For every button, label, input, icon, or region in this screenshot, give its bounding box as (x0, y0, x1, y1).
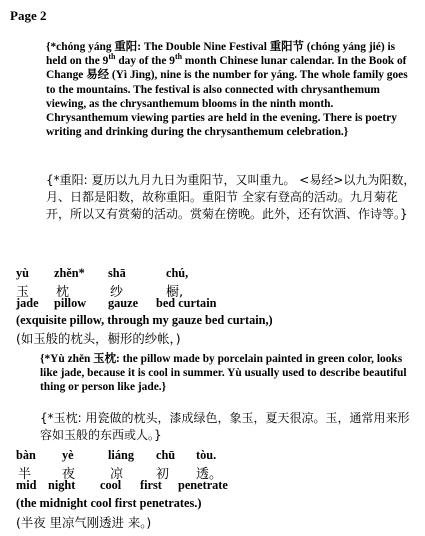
chinese-char: 橱, (166, 285, 184, 300)
pinyin-word: shā (108, 266, 126, 280)
chinese-char: 透。 (196, 467, 223, 482)
english-word: cool (100, 478, 122, 492)
english-word: penetrate (178, 478, 228, 492)
english-word: first (140, 478, 162, 492)
pinyin-word: chū (156, 448, 176, 462)
annotation-chongyang-english: {*chóng yáng 重阳: The Double Nine Festival 重阳节 (chóng yáng jié) is held on the 9th day of the 9th month Chinese lunar calendar. In the Book of Change 易经 (Yì Jìng), nine is the number for yáng. The whole family goes to the mountains. The festival is also connected with chrysanthemum viewing, as the chrysanthemum blooms in the ninth month. Chrysanthemum viewing parties are held in the evening. There is poetry writing and drinking during the chrysanthemum celebration.} (46, 41, 408, 139)
chinese-char: 凉 (110, 467, 124, 482)
chinese-char: 半 (18, 467, 32, 482)
chinese-char: 夜 (62, 467, 76, 482)
chinese-char-row (16, 281, 276, 300)
english-word: mid (16, 478, 37, 492)
chinese-char: 玉 (16, 285, 30, 300)
pinyin-word: chú, (166, 266, 189, 280)
chinese-char-row (16, 463, 276, 482)
english-word: pillow (54, 296, 87, 310)
english-gloss-row (16, 296, 276, 311)
chinese-char: 纱 (110, 285, 124, 300)
pinyin-word: liáng (108, 448, 134, 462)
annotation-yuzhen-english: {*Yù zhěn 玉枕: the pillow made by porcelain painted in green color, looks like jade, because it is cool in summer. Yù usually used to describe beautiful thing or person like jade.} (40, 353, 407, 394)
annotation-chongyang-chinese: {*重阳: 夏历以九月九日为重阳节，又叫重九。 <易经>以九为阳数，月、日都是阳数，故称重阳。重阳节 全家有登高的活动。九月菊花开，所以又有赏菊的活动。赏菊在傍晚。此外，还有饮酒、作诗等。} (46, 173, 416, 221)
chinese-char: 初 (156, 467, 170, 482)
translation-chinese-2: (半夜 里凉气刚透进 来。) (16, 515, 152, 530)
gloss-line-1 (16, 266, 276, 311)
english-gloss-row (16, 478, 276, 493)
english-word: gauze (108, 296, 139, 310)
page-number: Page 2 (10, 8, 47, 23)
english-word: night (48, 478, 76, 492)
english-word: jade (16, 296, 39, 310)
pinyin-word: zhěn* (54, 266, 85, 280)
gloss-line-2 (16, 448, 276, 493)
english-word: bed curtain (156, 296, 217, 310)
pinyin-word: bàn (16, 448, 36, 462)
translation-chinese-1: (如玉般的枕头，橱形的纱帐，) (16, 331, 181, 346)
pinyin-row (16, 448, 276, 463)
pinyin-word: yè (62, 448, 74, 462)
annotation-yuzhen-chinese: {*玉枕: 用瓷做的枕头，漆成绿色，象玉，夏天很凉。玉，通常用来形容如玉般的东西或人。} (40, 411, 410, 442)
translation-english-2: (the midnight cool first penetrates.) (16, 496, 202, 510)
pinyin-row (16, 266, 276, 281)
pinyin-word: tòu. (196, 448, 217, 462)
chinese-char: 枕 (56, 285, 70, 300)
translation-english-1: (exquisite pillow, through my gauze bed curtain,) (16, 313, 273, 327)
pinyin-word: yù (16, 266, 29, 280)
